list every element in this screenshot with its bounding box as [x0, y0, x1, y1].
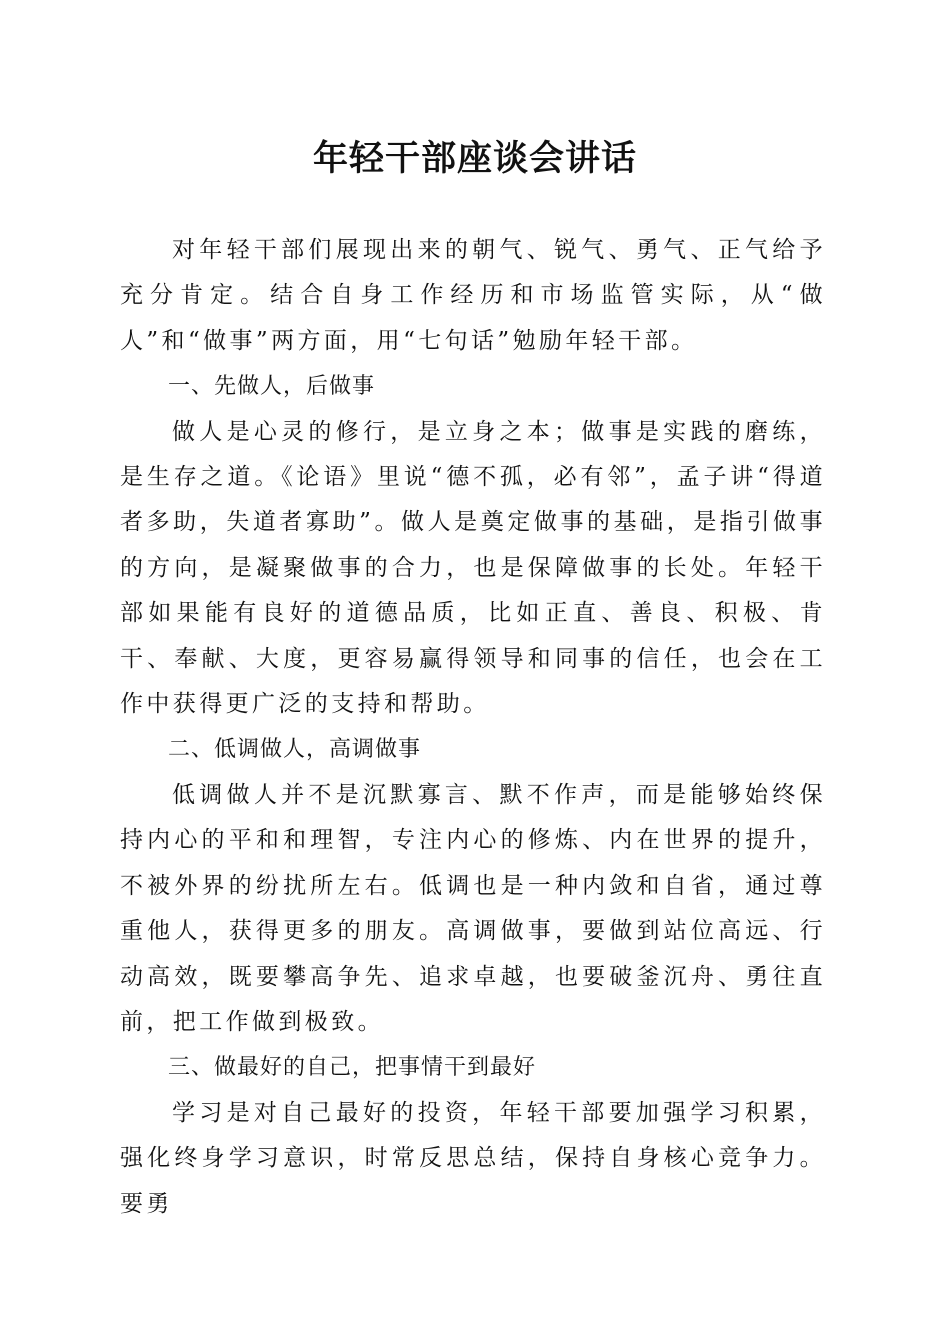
document-body	[120, 228, 826, 1227]
document-title: 年轻干部座谈会讲话	[312, 138, 637, 179]
section-paragraph-2: 低调做人并不是沉默寡言、默不作声，而是能够始终保持内心的平和和理智，专注内心的修炼、内在世界的提升，不被外界的纷扰所左右。低调也是一种内敛和自省，通过尊重他人，获得更多的朋友。高调做事，要做到站位高远、行动高效，既要攀高争先、追求卓越，也要破釜沉舟、勇往直前，把工作做到极致。	[120, 781, 826, 1035]
section-heading-2: 二、低调做人，高调做事	[168, 737, 422, 763]
section-paragraph-1: 做人是心灵的修行，是立身之本；做事是实践的磨练，是生存之道。《论语》里说“德不孤，必有邻”，孟子讲“得道者多助，失道者寡助”。做人是奠定做事的基础，是指引做事的方向，是凝聚做事的合力，也是保障做事的长处。年轻干部如果能有良好的道德品质，比如正直、善良、积极、肯干、奉献、大度，更容易赢得领导和同事的信任，也会在工作中获得更广泛的支持和帮助。	[120, 418, 826, 718]
section-paragraph-3: 学习是对自己最好的投资，年轻干部要加强学习积累，强化终身学习意识，时常反思总结，保持自身核心竞争力。要勇	[120, 1099, 826, 1217]
intro-paragraph: 对年轻干部们展现出来的朝气、锐气、勇气、正气给予充分肯定。结合自身工作经历和市场监管实际，从“做人”和“做事”两方面，用“七句话”勉励年轻干部。	[120, 237, 826, 354]
section-heading-1: 一、先做人，后做事	[168, 374, 376, 400]
section-heading-3: 三、做最好的自己，把事情干到最好	[168, 1055, 537, 1081]
